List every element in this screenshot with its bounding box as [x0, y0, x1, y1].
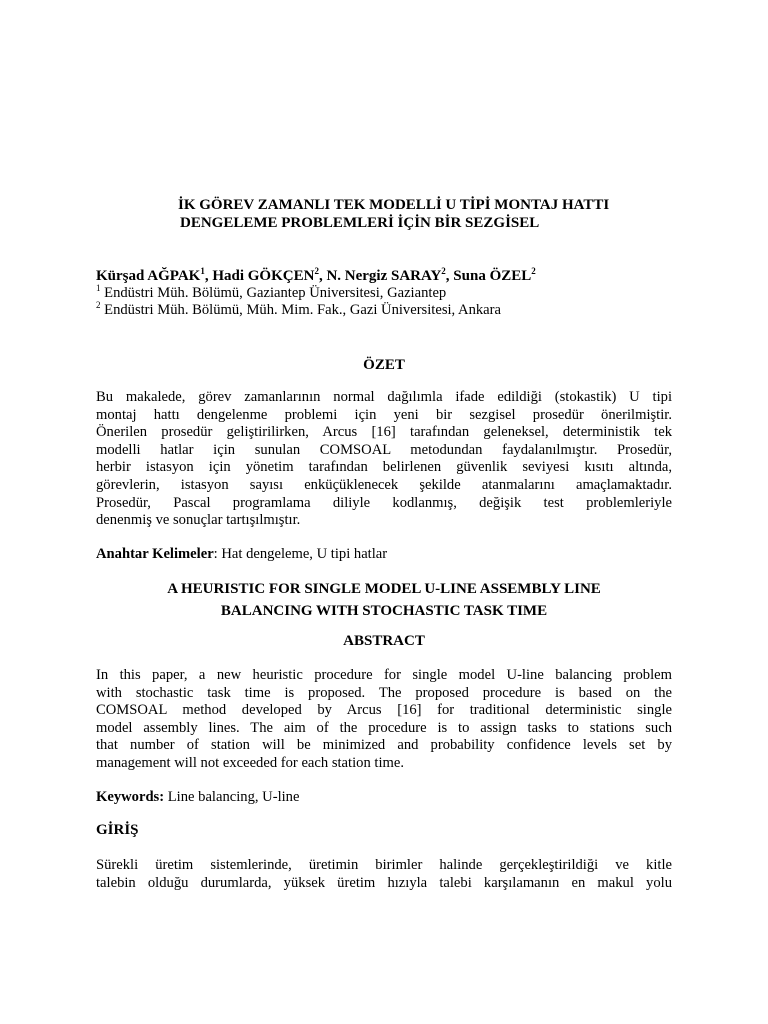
anahtar-kelimeler	[96, 546, 672, 563]
abstract-line: that number of station will be minimized and probability confidence levels set by	[96, 737, 672, 754]
author-4: , Suna ÖZEL	[445, 268, 532, 284]
title-line-2: DENGELEME PROBLEMLERİ İÇİN BİR SEZGİSEL	[180, 215, 540, 231]
author-3-affiliation-mark: 2	[441, 266, 446, 276]
ozet-line: Prosedür, Pascal programlama diliyle kodlanmış, değişik test problemleriyle	[96, 494, 672, 511]
author-1: Kürşad AĞPAK	[96, 268, 201, 284]
abstract-line: In this paper, a new heuristic procedure for single model U-line balancing problem	[96, 667, 672, 683]
author-2: , Hadi GÖKÇEN	[204, 268, 315, 284]
author-2-affiliation-mark: 2	[314, 266, 319, 276]
abstract-line: management will not exceeded for each station time.	[96, 754, 404, 771]
author-block	[96, 268, 696, 319]
ozet-line: herbir istasyon için yönetim tarafından belirlenen güvenlik seviyesi kısıtı altında,	[96, 459, 672, 476]
abstract-line: with stochastic task time is proposed. The proposed procedure is based on the	[96, 684, 672, 701]
giris-heading: GİRİŞ	[96, 822, 139, 838]
keywords-label: Keywords:	[96, 789, 165, 805]
abstract-heading: ABSTRACT	[343, 633, 425, 649]
ozet-line: Önerilen prosedür geliştirilirken, Arcus [16] tarafından geleneksel, deterministik tek	[96, 424, 672, 441]
affiliation-2-mark: 2	[96, 300, 101, 310]
english-title-line-1: A HEURISTIC FOR SINGLE MODEL U-LINE ASSEMBLY LINE	[167, 581, 601, 597]
giris-line: Sürekli üretim sistemlerinde, üretimin birimler halinde gerçekleştirildiği ve kitle	[96, 857, 672, 873]
abstract-line: COMSOAL method developed by Arcus [16] for traditional deterministic single	[96, 702, 672, 719]
author-4-affiliation-mark: 2	[531, 266, 536, 276]
abstract-line: model assembly lines. The aim of the procedure is to assign tasks to stations such	[96, 719, 672, 736]
ozet-line: modelli hatlar için sunulan COMSOAL metodundan faydalanılmıştır. Prosedür,	[96, 441, 672, 458]
keywords	[96, 789, 672, 806]
author-3: , N. Nergiz SARAY	[318, 268, 442, 284]
affiliation-2-text: Endüstri Müh. Bölümü, Müh. Mim. Fak., Gazi Üniversitesi, Ankara	[100, 302, 501, 318]
anahtar-kelimeler-label: Anahtar Kelimeler	[96, 546, 214, 562]
english-title	[96, 578, 672, 622]
affiliation-2	[96, 302, 696, 319]
giris-line: talebin olduğu durumlarda, yüksek üretim hızıyla talebi karşılamanın en makul yolu	[96, 874, 672, 891]
ozet-line: Bu makalede, görev zamanlarının normal dağılımla ifade edildiği (stokastik) U tipi	[96, 389, 672, 405]
giris-paragraph	[96, 857, 672, 892]
english-title-line-2: BALANCING WITH STOCHASTIC TASK TIME	[220, 603, 548, 619]
affiliation-1-text: Endüstri Müh. Bölümü, Gaziantep Üniversitesi, Gaziantep	[100, 285, 447, 301]
affiliation-1-mark: 1	[96, 283, 101, 293]
abstract-paragraph	[96, 667, 672, 773]
ozet-line: denenmiş ve sonuçlar tartışılmıştır.	[96, 512, 301, 529]
author-1-affiliation-mark: 1	[200, 266, 205, 276]
author-names	[96, 268, 696, 285]
affiliation-1	[96, 285, 696, 302]
title-line-1: İK GÖREV ZAMANLI TEK MODELLİ U TİPİ MONTAJ HATTI	[178, 197, 610, 213]
ozet-paragraph	[96, 389, 672, 530]
keywords-text: Line balancing, U-line	[164, 789, 300, 805]
ozet-heading: ÖZET	[363, 357, 405, 373]
ozet-line: montaj hattı dengelenme problemi için yeni bir sezgisel prosedür önerilmiştir.	[96, 406, 672, 423]
ozet-line: görevlerin, istasyon sayısı enküçüklenecek şekilde atanmalarını amaçlamaktadır.	[96, 476, 672, 493]
paper-title	[150, 196, 690, 232]
anahtar-kelimeler-text: : Hat dengeleme, U tipi hatlar	[213, 546, 388, 562]
